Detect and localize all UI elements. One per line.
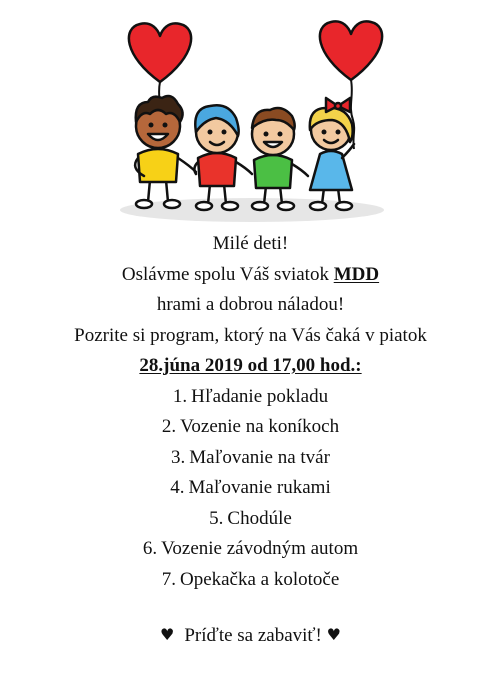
program-item-number: 2. — [161, 416, 177, 437]
program-item-text: Maľovanie na tvár — [189, 446, 330, 468]
program-item-number: 6. — [142, 538, 158, 559]
child-2-icon — [194, 105, 252, 210]
closing-line — [0, 620, 501, 651]
heart-icon: ♥ — [326, 625, 341, 644]
program-list — [0, 382, 501, 596]
program-item — [0, 412, 501, 443]
program-item-text: Chodúle — [227, 507, 292, 529]
invitation-text — [0, 229, 501, 595]
program-item-number: 7. — [161, 568, 176, 590]
program-item-number: 4. — [170, 477, 185, 498]
child-3-icon — [252, 108, 308, 210]
greeting: Milé deti! — [212, 233, 289, 254]
invite-line-3: Pozrite si program, ktorý na Vás čaká v piatok — [74, 324, 427, 346]
heart-icon: ♥ — [160, 625, 175, 644]
program-item — [0, 443, 501, 474]
program-item — [0, 534, 501, 565]
program-item-number: 3. — [171, 446, 186, 468]
child-4-icon — [310, 98, 354, 210]
invite-line-2: hrami a dobrou náladou! — [156, 294, 345, 315]
event-date: 28.júna 2019 od 17,00 hod.: — [139, 355, 362, 376]
program-item-number: 1. — [172, 385, 188, 407]
program-item-text: Opekačka a kolotoče — [179, 568, 340, 590]
invite-text: Oslávme spolu Váš sviatok — [121, 263, 329, 285]
program-item-text: Maľovanie rukami — [188, 477, 331, 498]
program-item — [0, 565, 501, 596]
closing-text: Príďte sa zabaviť! — [184, 625, 322, 646]
child-1-icon — [135, 96, 196, 208]
program-item — [0, 473, 501, 504]
program-item — [0, 504, 501, 535]
program-item-number: 5. — [209, 507, 224, 529]
invite-line — [0, 260, 501, 291]
program-item — [0, 382, 501, 413]
mdd-highlight: MDD — [333, 263, 380, 285]
program-item-text: Vozenie závodným autom — [161, 538, 359, 559]
program-item-text: Hľadanie pokladu — [191, 385, 329, 407]
program-item-text: Vozenie na koníkoch — [180, 416, 340, 437]
children-balloons-illustration — [110, 4, 400, 226]
